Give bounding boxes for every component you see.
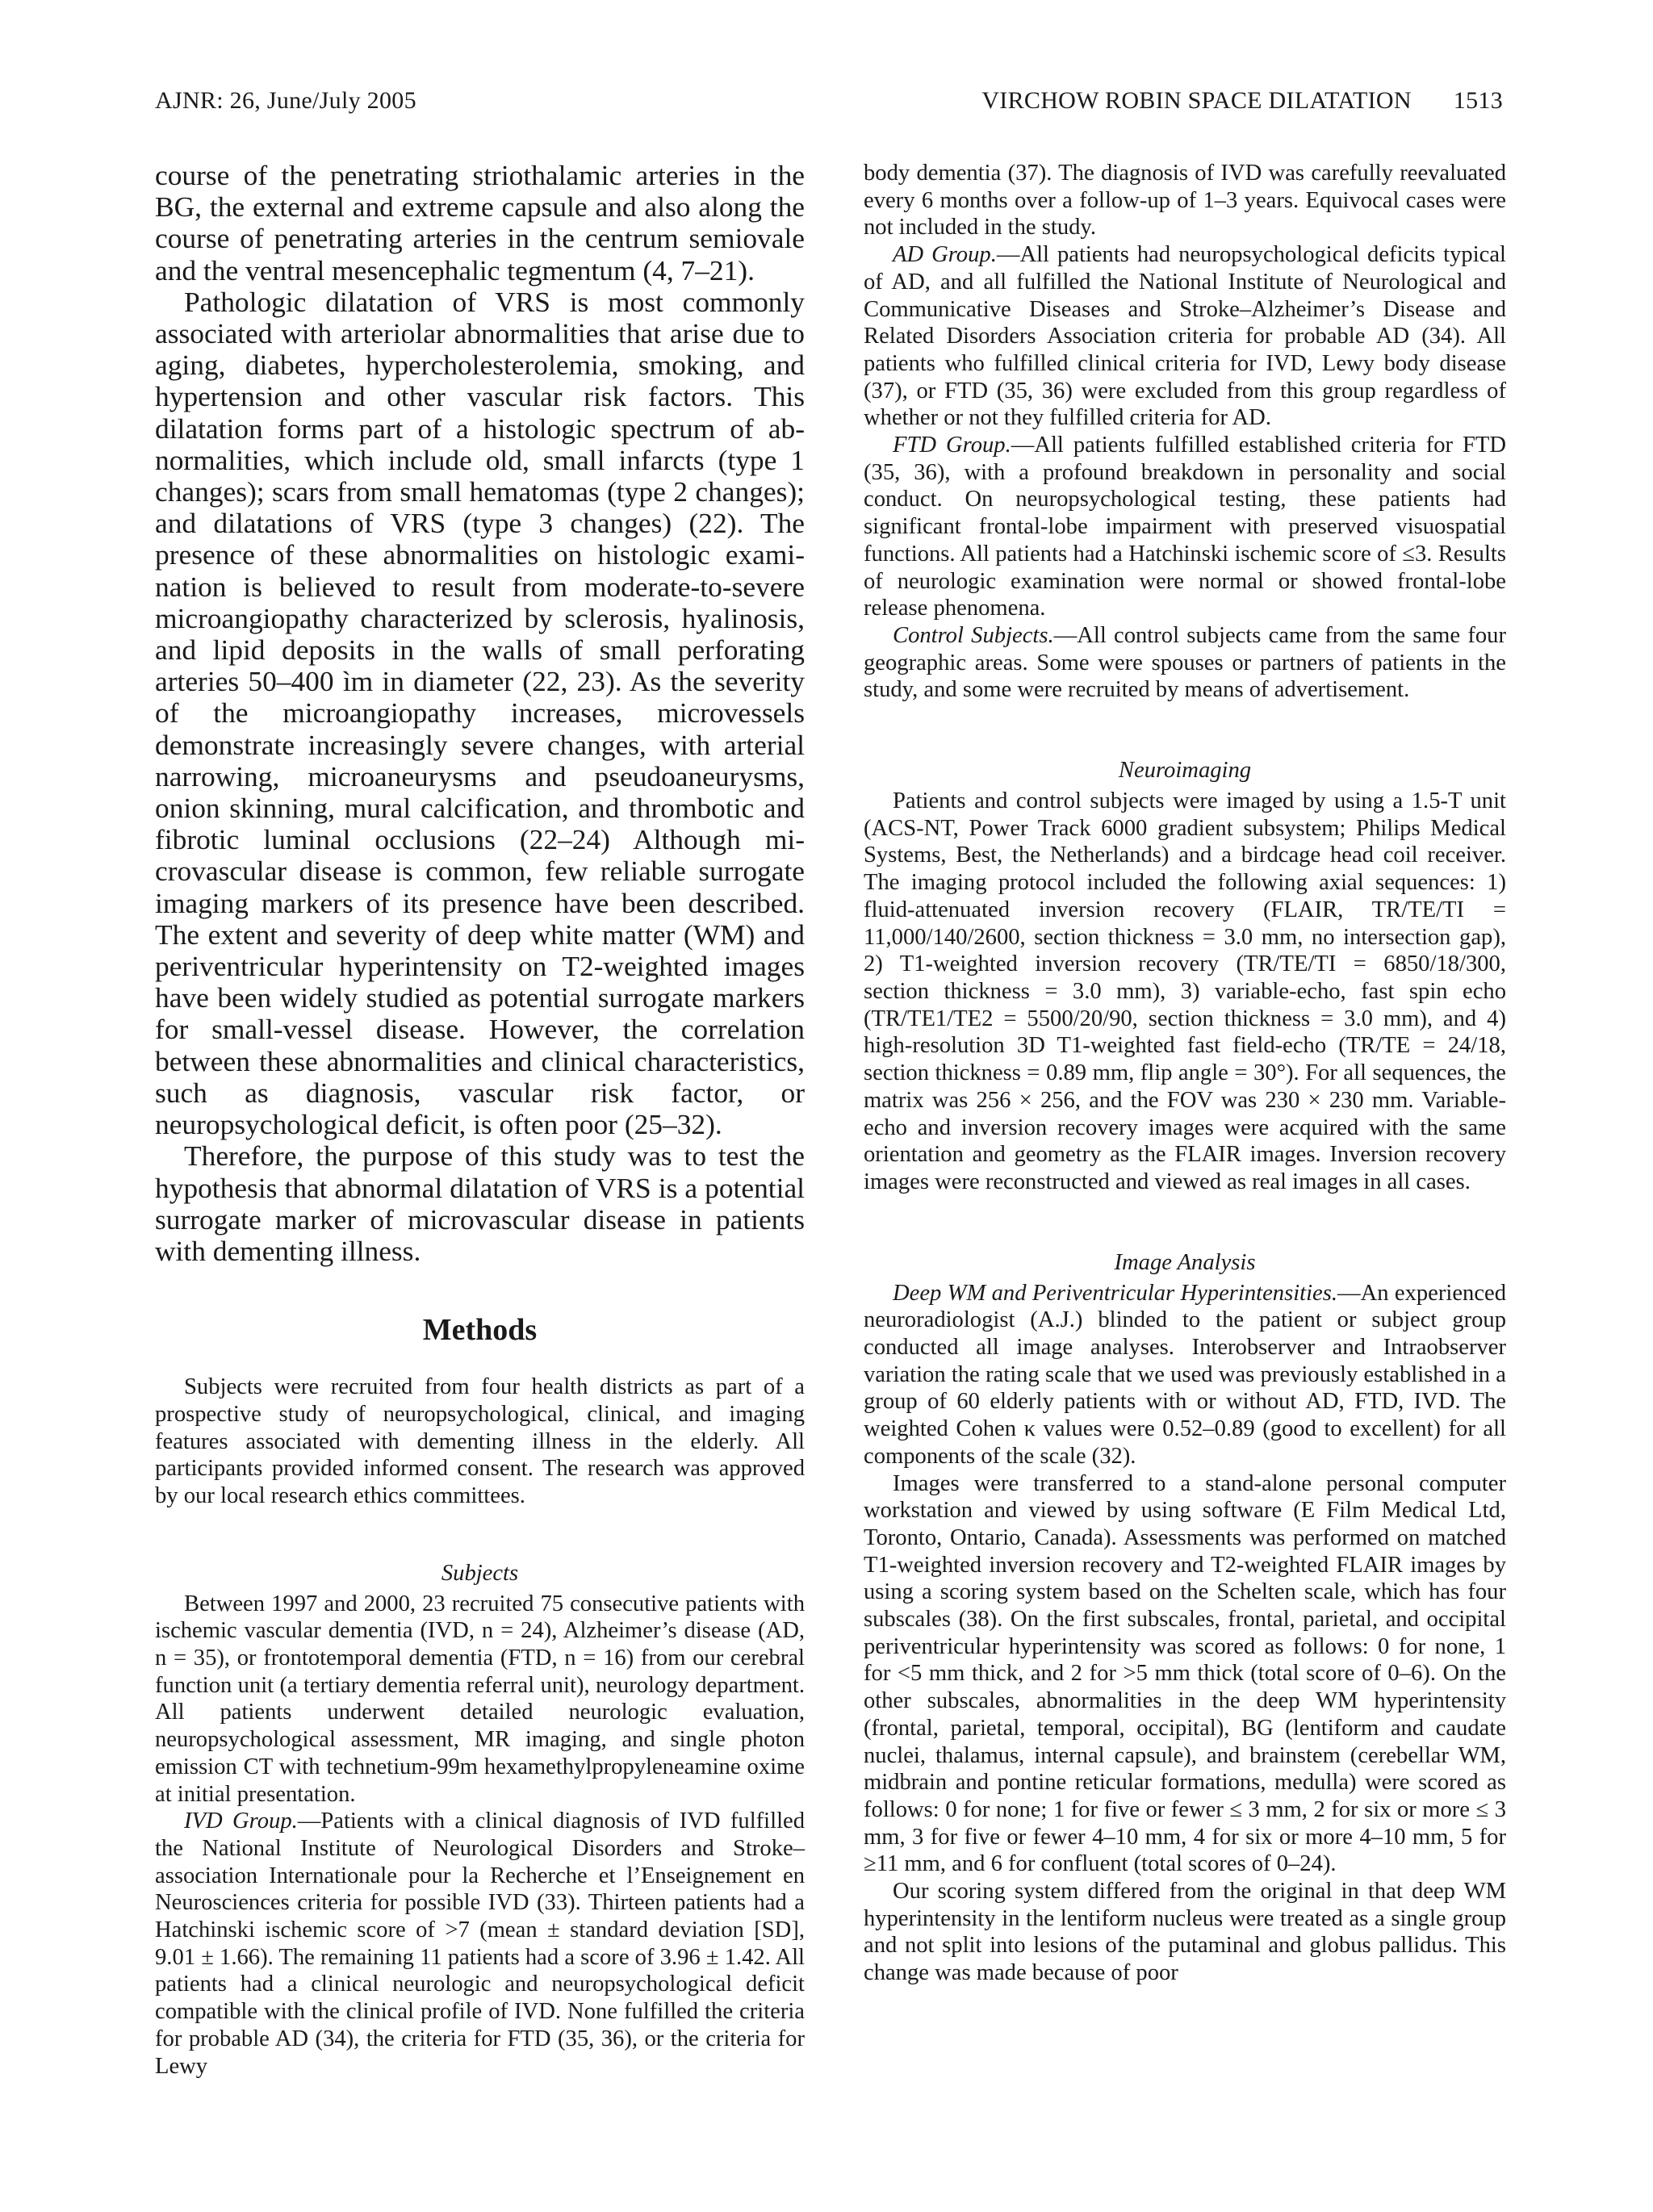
- intro-paragraph-purpose: Therefore, the purpose of this study was to test the hypothesis that abnormal dilatation of VRS is a potential surrogate marker of microvascular disease in patients with dementing illness.: [155, 1139, 805, 1267]
- control-subjects-paragraph: [864, 622, 1506, 704]
- journal-citation: AJNR: 26, June/July 2005: [155, 87, 416, 114]
- methods-paragraph: Subjects were recruited from four health districts as part of a prospective study of neuropsychological, clinical, and imaging features associated with dementing illness in the elderly. All participants provided informed consent. The research was approved by our local research ethics committees.: [155, 1374, 805, 1508]
- image-analysis-heading: Image Analysis: [1114, 1249, 1256, 1275]
- ftd-group-label: FTD Group.: [893, 433, 1011, 458]
- ad-group-text: —All patients had neuropsychological deficits typical of AD, and all fulfilled the National Institute of Neurological and Communicative Diseases and Stroke–Alzheimer’s Disease and Related Disorders Association criteria for probable AD (34). All patients who fulfilled clinical criteria for IVD, Lewy body disease (37), or FTD (35, 36) were excluded from this group regardless of whether or not they fulfilled criteria for AD.: [864, 242, 1506, 431]
- ftd-group-paragraph: [864, 432, 1506, 622]
- deep-wm-text: —An experienced neuroradiologist (A.J.) blinded to the patient or subject group conducted all image analyses. Interobserver and Intraobserver variation the rating scale that we used was previously established in a group of 60 elderly patients with or without AD, FTD, IVD. The weighted Cohen κ values were 0.52–0.89 (good to excellent) for all components of the scale (32).: [864, 1280, 1506, 1469]
- running-title: VIRCHOW ROBIN SPACE DILATATION: [981, 87, 1412, 114]
- subjects-heading: Subjects: [441, 1560, 519, 1586]
- neuroimaging-heading: Neuroimaging: [1118, 758, 1252, 784]
- ad-group-label: AD Group.: [893, 242, 997, 268]
- running-title-group: [939, 87, 1503, 115]
- methods-heading: Methods: [422, 1313, 538, 1348]
- deep-wm-label: Deep WM and Periventricular Hyperintensities.: [893, 1280, 1338, 1306]
- control-subjects-label: Control Subjects.: [893, 622, 1054, 648]
- image-transfer-paragraph: Images were transferred to a stand-alone personal computer workstation and viewed by using software (E Film Medical Ltd, Toronto, Ontario, Canada). Assessments was performed on matched T1-weighted inversion recovery and T2-weighted FLAIR images by using a scoring system based on the Schelten scale, which has four subscales (38). On the first subscales, frontal, parietal, and occipital periventricular hyperintensity was scored as follows: 0 for none, 1 for <5 mm thick, and 2 for >5 mm thick (total score of 0–6). On the other subscales, abnormalities in the deep WM hyperintensity (frontal, parietal, temporal, occipital), BG (lentiform and caudate nuclei, thalamus, internal capsule), and brainstem (cerebellar WM, midbrain and pontine reticular formations, medulla) were scored as follows: 0 for none; 1 for five or fewer ≤ 3 mm, 2 for six or more ≤ 3 mm, 3 for five or fewer 4–10 mm, 4 for six or more 4–10 mm, 5 for ≥11 mm, and 6 for confluent (total scores of 0–24).: [864, 1470, 1506, 1877]
- left-column: [155, 160, 805, 2080]
- ftd-group-text: —All patients fulfilled established criteria for FTD (35, 36), with a profound breakdown in personality and social conduct. On neuropsychological testing, these patients had significant frontal-lobe impairment with preserved visuospatial functions. All patients had a Hatchinski ischemic score of ≤3. Results of neurologic examination were normal or showed frontal-lobe release phenomena.: [864, 433, 1506, 621]
- deep-wm-paragraph: [864, 1280, 1506, 1470]
- neuroimaging-paragraph: Patients and control subjects were imaged by using a 1.5-T unit (ACS-NT, Power Track 6000 gradient subsystem; Philips Medical Systems, Best, the Netherlands) and a birdcage head coil receiver. The imaging protocol included the following axial sequences: 1) fluid-attenuated inversion recovery (FLAIR, TR/TE/TI = 11,000/140/2600, section thickness = 3.0 mm, no intersection gap), 2) T1-weighted inversion recovery (TR/TE/TI = 6850/18/300, section thickness = 3.0 mm), 3) variable-echo, fast spin echo (TR/TE1/TE2 = 5500/20/90, section thickness = 3.0 mm), and 4) high-resolution 3D T1-weighted fast field-echo (TR/TE = 24/18, section thickness = 0.89 mm, flip angle = 30°). For all sequences, the matrix was 256 × 256, and the FOV was 230 × 230 mm. Variable-echo and inversion recovery images were acquired with the same orientation and geometry as the FLAIR images. Inversion recovery images were reconstructed and viewed as real images in all cases.: [864, 788, 1506, 1194]
- page-number: 1513: [1453, 87, 1503, 114]
- intro-paragraph-pathology: Pathologic dilatation of VRS is most commonly associated with arteriolar abnormalities that arise due to aging, diabetes, hypercholesterolemia, smoking, and hypertension and other vascular risk factors. This dilatation forms part of a histologic spectrum of abnormalities, which include old, small infarcts (type 1 changes); scars from small hematomas (type 2 changes); and dilatations of VRS (type 3 changes) (22). The presence of these abnormalities on histologic examination is believed to result from moderate-to-severe microangiopathy characterized by sclerosis, hyalinosis, and lipid deposits in the walls of small perforating arteries 50–400 ìm in diameter (22, 23). As the severity of the microangiopathy increases, microvessels demonstrate increasingly severe changes, with arterial narrowing, microaneurysms and pseudoaneurysms, onion skinning, mural calcification, and thrombotic and fibrotic luminal occlusions (22–24) Although microvascular disease is common, few reliable surrogate imaging markers of its presence have been described. The extent and severity of deep white matter (WM) and periventricular hyperintensity on T2-weighted images have been widely studied as potential surrogate markers for small-vessel disease. However, the correlation between these abnormalities and clinical characteristics, such as diagnosis, vascular risk factor, or neuropsychological deficit, is often poor (25–32).: [155, 285, 805, 1141]
- ivd-group-text: —Patients with a clinical diagnosis of IVD fulfilled the National Institute of Neurological Disorders and Stroke–association Internationale pour la Recherche et l’Enseignement en Neurosciences criteria for possible IVD (33). Thirteen patients had a Hatchinski ischemic score of >7 (mean ± standard deviation [SD], 9.01 ± 1.66). The remaining 11 patients had a score of 3.96 ± 1.42. All patients had a clinical neurologic and neuropsychological deficit compatible with the clinical profile of IVD. None fulfilled the criteria for probable AD (34), the criteria for FTD (35, 36), or the criteria for Lewy: [155, 1808, 805, 2079]
- scoring-system-paragraph: Our scoring system differed from the original in that deep WM hyperintensity in the lentiform nucleus were treated as a single group and not split into lesions of the putaminal and globus pallidus. This change was made because of poor: [864, 1879, 1506, 1986]
- intro-paragraph-continued: course of the penetrating striothalamic arteries in the BG, the external and extreme capsule and also along the course of penetrating arteries in the centrum semiovale and the ventral mesencephalic tegmentum (4, 7–21).: [155, 159, 805, 286]
- ivd-group-label: IVD Group.: [184, 1808, 298, 1834]
- ad-group-paragraph: [864, 241, 1506, 432]
- right-column: [864, 160, 1506, 1987]
- subjects-paragraph: Between 1997 and 2000, 23 recruited 75 consecutive patients with ischemic vascular dementia (IVD, n = 24), Alzheimer’s disease (AD, n = 35), or frontotemporal dementia (FTD, n = 16) from our cerebral function unit (a tertiary dementia referral unit), neurology department. All patients underwent detailed neurologic evaluation, neuropsychological assessment, MR imaging, and single photon emission CT with technetium-99m hexamethylpropyleneamine oxime at initial presentation.: [155, 1591, 805, 1807]
- ivd-group-paragraph: [155, 1808, 805, 2080]
- control-subjects-text: —All control subjects came from the same four geographic areas. Some were spouses or partners of patients in the study, and some were recruited by means of advertisement.: [864, 622, 1506, 703]
- ivd-paragraph-continued: body dementia (37). The diagnosis of IVD was carefully reevaluated every 6 months over a follow-up of 1–3 years. Equivocal cases were not included in the study.: [864, 161, 1506, 240]
- running-head: [155, 87, 1503, 123]
